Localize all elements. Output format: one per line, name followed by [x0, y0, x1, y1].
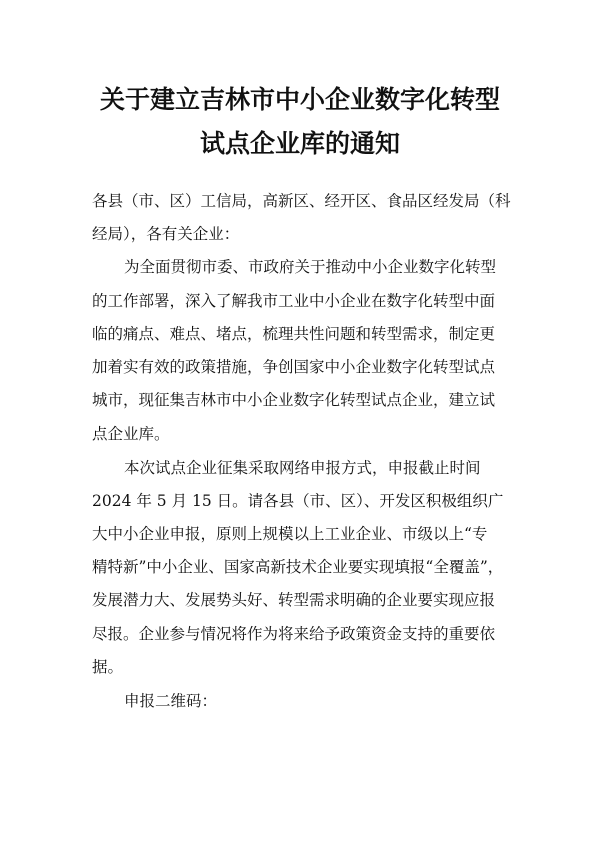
paragraph-2-line-3: 大中小企业申报，原则上规模以上工业企业、市级以上“专	[92, 525, 488, 543]
document-title-line-2: 试点企业库的通知	[199, 129, 400, 158]
qr-code-label: 申报二维码：	[124, 692, 218, 710]
paragraph-1-line-6: 点企业库。	[92, 425, 170, 443]
paragraph-2-line-5: 发展潜力大、发展势头好、转型需求明确的企业要实现应报	[92, 591, 496, 609]
paragraph-1-line-3: 临的痛点、难点、堵点，梳理共性问题和转型需求，制定更	[92, 325, 496, 343]
paragraph-2-line-7: 据。	[92, 658, 124, 676]
paragraph-1-line-4: 加着实有效的政策措施，争创国家中小企业数字化转型试点	[92, 358, 496, 376]
document-title-line-1: 关于建立吉林市中小企业数字化转型	[99, 85, 500, 114]
paragraph-1-line-1: 为全面贯彻市委、市政府关于推动中小企业数字化转型	[124, 258, 497, 276]
paragraph-2-line-2: 2024 年 5 月 15 日。请各县（市、区）、开发区积极组织广	[92, 492, 504, 510]
salutation-line-2: 经局），各有关企业：	[92, 225, 240, 243]
paragraph-1-line-2: 的工作部署，深入了解我市工业中小企业在数字化转型中面	[92, 292, 496, 310]
paragraph-2-line-4: 精特新”中小企业、国家高新技术企业要实现填报“全覆盖”，	[92, 558, 504, 576]
paragraph-2-line-6: 尽报。企业参与情况将作为将来给予政策资金支持的重要依	[92, 625, 496, 643]
paragraph-2-line-1: 本次试点企业征集采取网络申报方式，申报截止时间	[124, 459, 481, 477]
salutation-line-1: 各县（市、区）工信局，高新区、经开区、食品区经发局（科	[92, 192, 511, 210]
paragraph-1-line-5: 城市，现征集吉林市中小企业数字化转型试点企业，建立试	[92, 391, 496, 409]
